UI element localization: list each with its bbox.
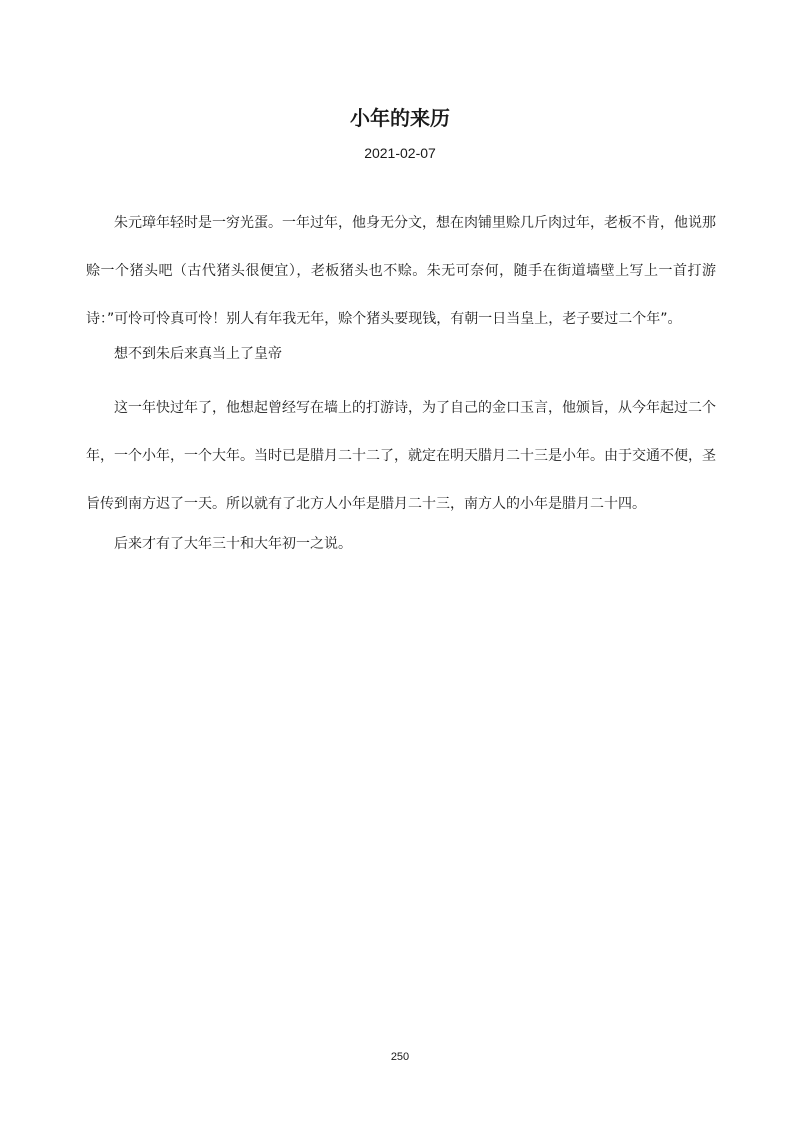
page-number: 250	[390, 1051, 410, 1063]
paragraph-origin-story: 朱元璋年轻时是一穷光蛋。一年过年，他身无分文，想在肉铺里赊几斤肉过年，老板不肯，他说那赊一个猪头吧（古代猪头很便宜），老板猪头也不赊。朱无可奈何，随手在街道墙壁上写上一首打游诗：”可怜可怜真可怜！别人有年我无年，赊个猪头要现钱，有朝一日当皇上，老子要过二个年”。	[86, 215, 716, 327]
paragraph-decree: 这一年快过年了，他想起曾经写在墙上的打游诗，为了自己的金口玉言，他颁旨，从今年起过二个年，一个小年，一个大年。当时已是腊月二十二了，就定在明天腊月二十三是小年。由于交通不便，圣旨传到南方迟了一天。所以就有了北方人小年是腊月二十三，南方人的小年是腊月二十四。	[86, 400, 716, 512]
paragraph-conclusion: 后来才有了大年三十和大年初一之说。	[114, 536, 352, 552]
paragraph-became-emperor: 想不到朱后来真当上了皇帝	[114, 346, 282, 362]
document-title: 小年的来历	[350, 106, 450, 130]
document-date: 2021-02-07	[364, 145, 436, 161]
